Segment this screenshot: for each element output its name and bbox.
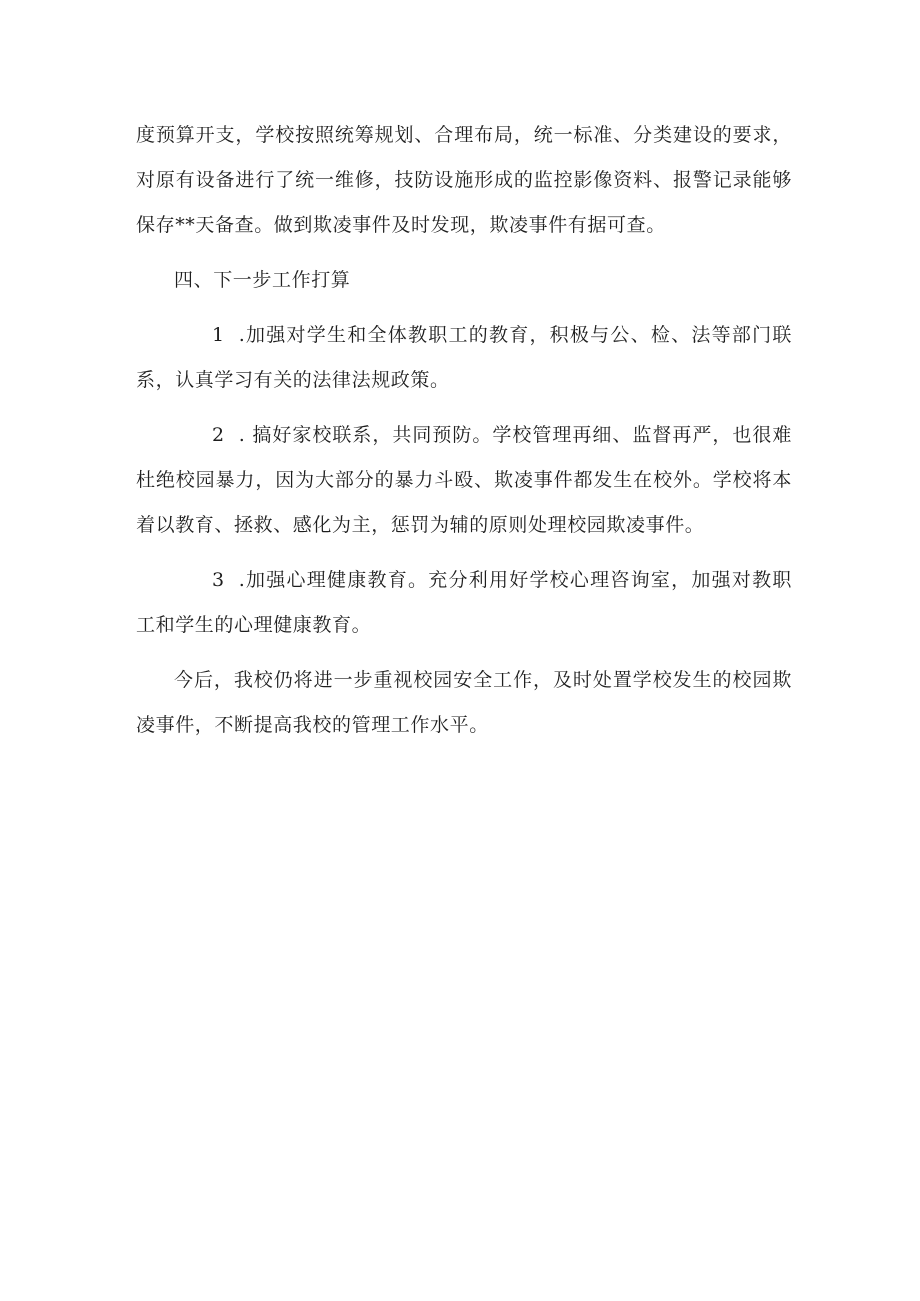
list-item: [136, 558, 792, 648]
document-body: [136, 113, 792, 758]
list-item-number: 1: [212, 324, 225, 346]
list-item-text: .加强心理健康教育。充分利用好学校心理咨询室，加强对教职工和学生的心理健康教育。: [136, 569, 792, 636]
list-item-text: . 搞好家校联系，共同预防。学校管理再细、监督再严，也很难杜绝校园暴力，因为大部分的暴力斗殴、欺凌事件都发生在校外。学校将本着以教育、拯救、感化为主，惩罚为辅的原则处理校园欺凌事件。: [136, 424, 792, 536]
section-heading: 四、下一步工作打算: [174, 269, 351, 291]
list-item: [136, 313, 792, 403]
list-item: [136, 413, 792, 548]
paragraph-continued: 度预算开支，学校按照统筹规划、合理布局，统一标准、分类建设的要求，对原有设备进行了统一维修，技防设施形成的监控影像资料、报警记录能够保存**天备查。做到欺凌事件及时发现，欺凌事件有据可查。: [136, 124, 792, 236]
list-item-number: 3: [212, 569, 225, 591]
list-item-number: 2: [212, 424, 225, 446]
list-item-text: .加强对学生和全体教职工的教育，积极与公、检、法等部门联系，认真学习有关的法律法规政策。: [136, 324, 792, 391]
closing-paragraph: 今后，我校仍将进一步重视校园安全工作，及时处置学校发生的校园欺凌事件，不断提高我校的管理工作水平。: [136, 669, 792, 736]
